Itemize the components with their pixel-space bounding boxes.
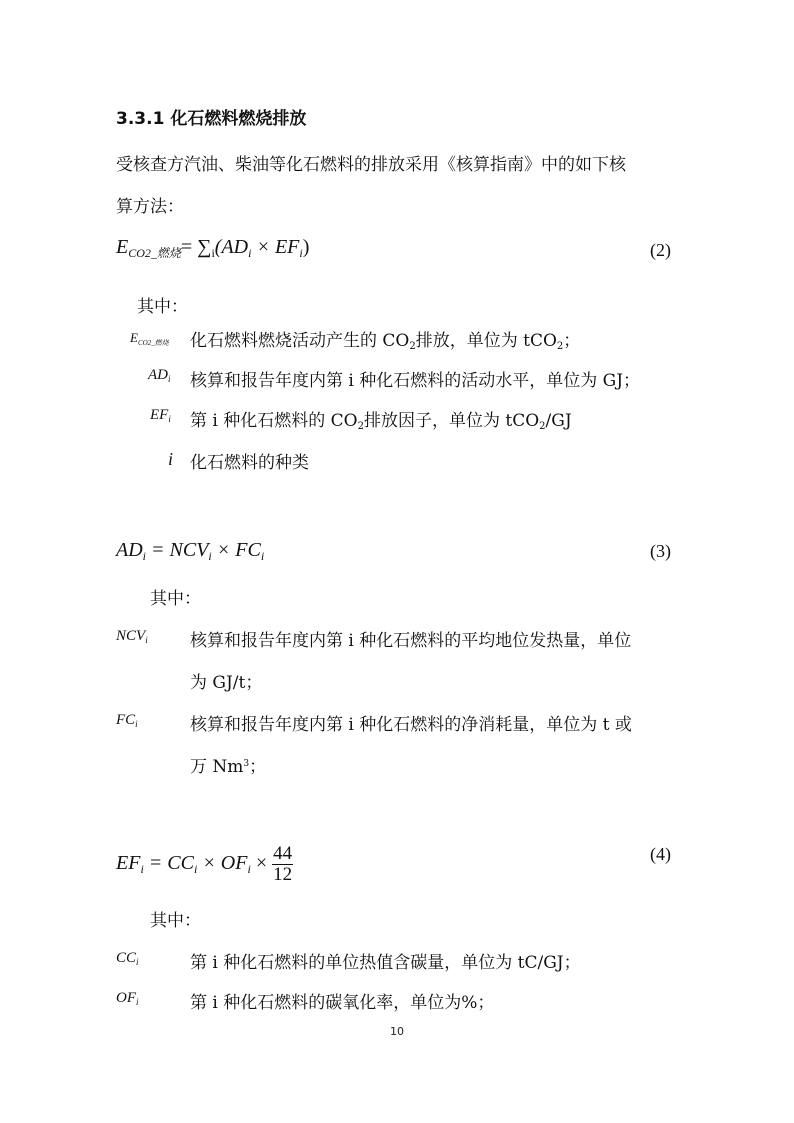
fc-line2-b: ； — [249, 757, 267, 777]
equation-4 — [116, 844, 293, 885]
def-text-i: 化石燃料的种类 — [190, 453, 309, 473]
def-text-ncv-line2: 为 GJ/t； — [190, 673, 263, 693]
def-text-ncv-line1: 核算和报告年度内第 i 种化石燃料的平均地位发热量，单位 — [190, 631, 632, 651]
def-ef-a: 第 i 种化石燃料的 CO — [190, 411, 358, 431]
def-text-e-co2 — [190, 326, 580, 352]
eq3-ncv-sub: i — [208, 549, 212, 563]
eq2-ad: (AD — [214, 236, 249, 258]
sym-ad-sub: i — [168, 374, 171, 384]
eq3-lhs: AD — [116, 539, 143, 561]
frac-num: 44 — [273, 843, 293, 864]
def-symbol-e-co2 — [130, 330, 169, 348]
def-ef-b: 排放因子，单位为 tCO — [363, 411, 540, 431]
eq4-cc-sub: i — [193, 862, 198, 877]
def-text-fc-line1: 核算和报告年度内第 i 种化石燃料的净消耗量，单位为 t 或 — [190, 715, 632, 735]
sym-of: OF — [116, 990, 136, 1006]
eq2-sum-sub: i — [211, 246, 215, 260]
sym-cc-sub: i — [136, 957, 139, 967]
eq3-ncv: = NCV — [146, 539, 209, 561]
eq4-cc: = CC — [143, 852, 194, 875]
sym-ef-sub: i — [168, 414, 171, 424]
eq3-fc-sub: i — [260, 549, 265, 563]
def-text-fc-line2 — [190, 752, 266, 777]
eq2-ef: × EF — [251, 236, 300, 258]
def-ef-c: /GJ — [545, 411, 572, 431]
sym-e-sub: CO2_燃烧 — [137, 339, 169, 347]
equation-number-4: (4) — [650, 844, 671, 864]
equation-3 — [116, 539, 264, 564]
def-symbol-of — [116, 990, 139, 1007]
def-symbol-cc — [116, 950, 139, 967]
fc-line2-a: 万 Nm — [190, 757, 244, 777]
sym-ad: AD — [148, 367, 168, 383]
eq3-fc: × FC — [211, 539, 261, 561]
equation-number-3: (3) — [650, 541, 671, 561]
eq2-ef-sub: i — [299, 246, 303, 260]
def-ef-sub: 2 — [357, 421, 364, 432]
where-label-4: 其中： — [150, 911, 201, 931]
eq4-lhs-sub: i — [140, 862, 144, 877]
sym-cc: CC — [116, 950, 137, 966]
equation-number-2: (2) — [650, 240, 671, 260]
def-text-cc: 第 i 种化石燃料的单位热值含碳量，单位为 tC/GJ； — [190, 953, 581, 973]
def-symbol-i: i — [168, 449, 174, 469]
def-symbol-fc — [116, 712, 138, 729]
eq2-sum: = ∑ — [180, 236, 212, 258]
def-text-of: 第 i 种化石燃料的碳氧化率，单位为%； — [190, 993, 495, 1013]
sym-of-sub: i — [136, 997, 139, 1007]
def-text-a: 化石燃料燃烧活动产生的 CO — [190, 331, 410, 351]
eq2-lhs: E — [116, 236, 129, 258]
eq2-ad-sub: i — [248, 246, 252, 260]
page-number: 10 — [390, 1025, 404, 1038]
equation-2 — [116, 236, 309, 261]
def-text-b: 排放，单位为 tCO — [415, 331, 557, 351]
def-symbol-ad — [148, 367, 171, 384]
def-text-c: ； — [563, 331, 581, 351]
sym-e: E — [130, 330, 138, 345]
where-label-2: 其中： — [137, 297, 188, 317]
def-text-sub2: 2 — [556, 341, 564, 352]
fc-line2-sup: 3 — [243, 759, 250, 769]
section-heading: 3.3.1 化石燃料燃烧排放 — [116, 109, 307, 129]
intro-line-1: 受核查方汽油、柴油等化石燃料的排放采用《核算指南》中的如下核 — [116, 155, 626, 175]
frac-den: 12 — [273, 864, 293, 885]
fraction-44-12 — [272, 844, 293, 885]
eq4-of-sub: i — [247, 862, 251, 877]
sym-ef: EF — [150, 407, 169, 423]
eq4-of: × OF — [197, 852, 248, 875]
sym-fc: FC — [116, 712, 136, 728]
sym-ncv: NCV — [116, 628, 146, 644]
eq4-times: × — [250, 852, 273, 875]
where-label-3: 其中： — [150, 589, 201, 609]
eq2-lhs-sub: CO2_燃烧 — [128, 246, 181, 260]
def-symbol-ncv — [116, 628, 148, 645]
sym-fc-sub: i — [135, 719, 138, 729]
def-symbol-ef — [150, 407, 171, 424]
eq4-lhs: EF — [116, 852, 141, 875]
sym-ncv-sub: i — [145, 635, 148, 645]
def-text-ad: 核算和报告年度内第 i 种化石燃料的活动水平，单位为 GJ； — [190, 371, 641, 391]
intro-line-2: 算方法： — [116, 197, 184, 217]
def-ef-sub2: 2 — [539, 421, 546, 432]
def-text-ef — [190, 406, 572, 432]
eq2-close: ) — [302, 236, 310, 258]
eq3-lhs-sub: i — [142, 549, 147, 563]
def-text-sub: 2 — [409, 341, 416, 352]
